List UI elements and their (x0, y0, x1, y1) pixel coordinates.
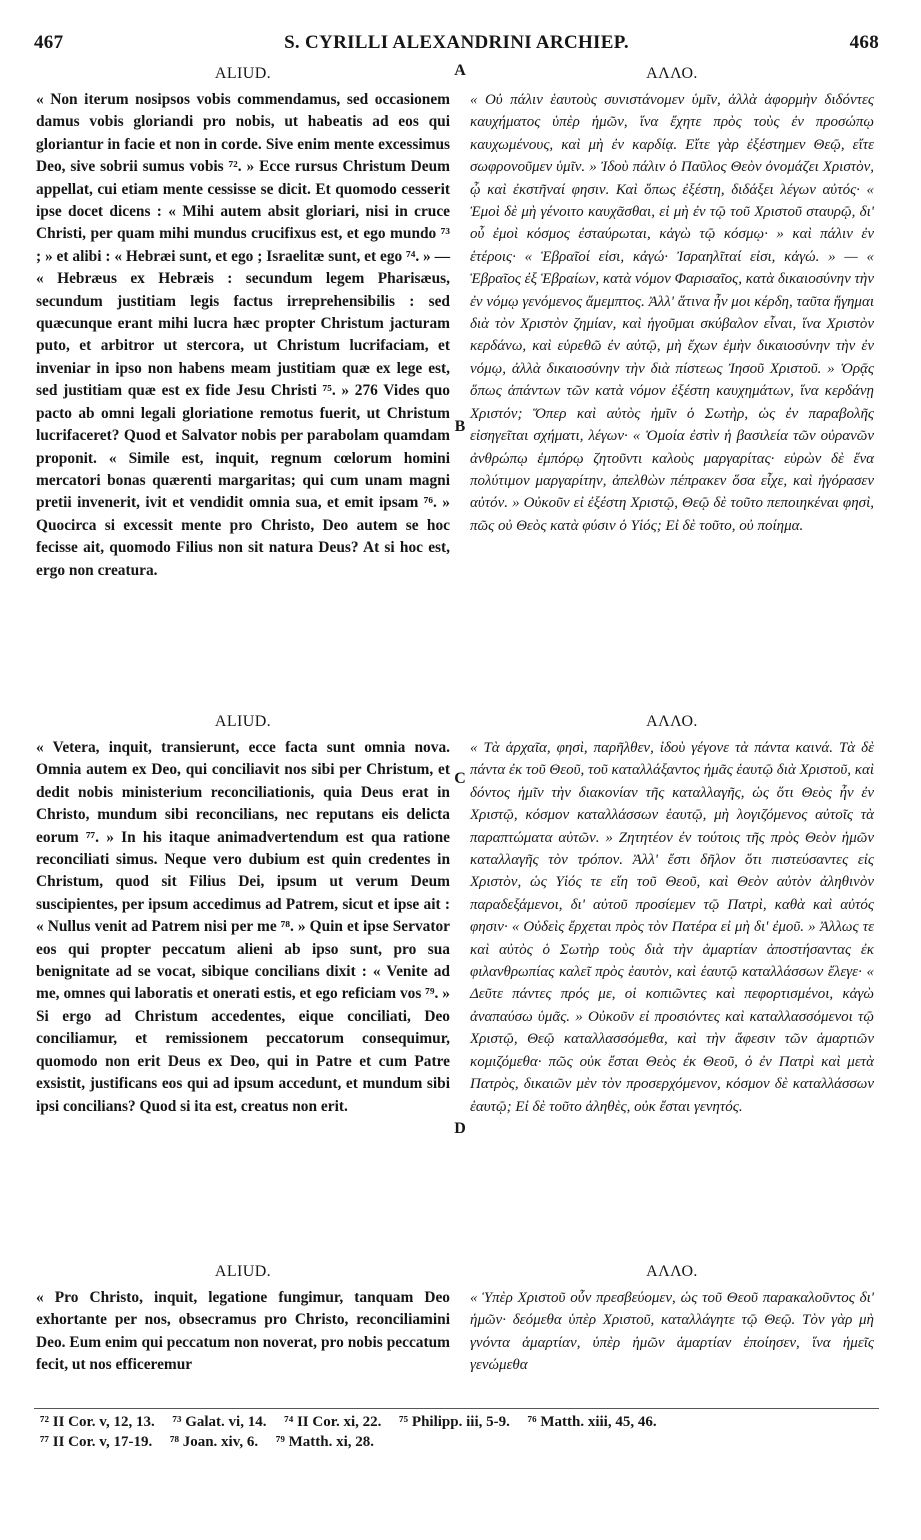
running-head (34, 32, 879, 58)
footnote-77: ⁷⁷ II Cor. v, 17-19. (40, 1434, 153, 1450)
greek-heading-1: ΑΛΛΟ. (646, 65, 698, 82)
margin-letter-b: B (454, 418, 466, 435)
page-number-left: 467 (34, 32, 64, 53)
margin-letter-c: C (454, 770, 466, 787)
latin-section-2 (36, 710, 450, 1118)
greek-text-3: « Ὑπὲρ Χριστοῦ οὖν πρεσβεύομεν, ὡς τοῦ Θεοῦ παρακαλοῦντος δι' ἡμῶν· δεόμεθα ὑπὲρ Χριστοῦ, καταλλάγητε τῷ Θεῷ. Τὸν γὰρ μὴ γνόντα ἁμαρτίαν, ὑπὲρ ἡμῶν ἁμαρτίαν ἐποίησεν, ἵνα ἡμεῖς γενώμεθα (470, 1290, 874, 1374)
footnote-rule (34, 1408, 879, 1409)
footnote-74: ⁷⁴ II Cor. xi, 22. (284, 1414, 382, 1430)
greek-heading-2: ΑΛΛΟ. (646, 713, 698, 730)
latin-heading-3: ALIUD. (214, 1263, 272, 1280)
greek-section-3 (470, 1260, 874, 1377)
greek-text-2: « Τὰ ἀρχαῖα, φησὶ, παρῆλθεν, ἰδοὺ γέγονε τὰ πάντα καινά. Τὰ δὲ πάντα ἐκ τοῦ Θεοῦ, τοῦ καταλλάξαντος ἡμᾶς ἑαυτῷ διὰ Χριστοῦ, καὶ δόντος ἡμῖν τὴν διακονίαν τῆς καταλλαγῆς, ὡς ὅτι Θεὸς ἦν ἐν Χριστῷ, κόσμον καταλλάσσων ἑαυτῷ, μὴ λογιζόμενος αὐτοῖς τὰ παραπτώματα αὐτῶν. » Ζητητέον ἐν τούτοις τῆς πρὸς Θεὸν ἡμῶν καταλλαγῆς τὸν τρόπον. Ἀλλ' ἔστι δῆλον ὅτι πιστεύσαντες εἰς Χριστὸν, ὡς Υἱός τε εἴη τοῦ Θεοῦ, καὶ Θεὸν αὐτὸν ἀληθινὸν παραδεξάμενοι, δι' αὐτοῦ προσίεμεν τῷ Πατρὶ, καθὰ καὶ αὐτός φησιν· « Οὐδεὶς ἔρχεται πρὸς τὸν Πατέρα εἰ μὴ δι' ἐμοῦ. » Ἀλλως τε καὶ αὐτὸς ὁ Σωτὴρ τοὺς διὰ τὴν ἁμαρτίαν ἀποστήσαντας ἐκ φιλανθρωπίας καλεῖ πρὸς ἑαυτὸν, καὶ ἑαυτῷ καταλλάσσων ἔλεγε· « Δεῦτε πάντες πρός με, οἱ κοπιῶντες καὶ πεφορτισμένοι, κἀγὼ ἀναπαύσω ὑμᾶς. » Οὐκοῦν εἰ προσιόντες καὶ καταλλασσόμενοι τῷ Χριστῷ, Θεῷ καταλλασσόμεθα, καὶ τὴν ἄφεσιν τῶν ἁμαρτιῶν κομιζόμεθα· πῶς οὐκ ἔσται Θεὸς ἐκ Θεοῦ, ὁ ἐν Πατρὶ καὶ μετὰ Πατρὸς, δικαιῶν μὲν τὸν προσερχόμενον, κόσμον δὲ καταλλάσσων ἑαυτῷ; Εἰ δὲ τοῦτο ἀληθὲς, οὐκ ἔσται γενητός. (470, 740, 874, 1115)
latin-text-3: « Pro Christo, inquit, legatione fungimur, tanquam Deo exhortante per nos, obsecramus pro Christo, reconciliamini Deo. Eum enim qui peccatum non noverat, pro nobis peccatum fecit, ut nos efficeremur (36, 1289, 450, 1374)
greek-section-1 (470, 62, 874, 537)
latin-heading-2: ALIUD. (214, 713, 272, 730)
margin-letter-d: D (454, 1120, 466, 1137)
latin-text-1: « Non iterum nosipsos vobis commendamus, sed occasionem damus vobis gloriandi pro nobis, ut habeatis ad eos qui gloriantur in facie et non in corde. Sive enim mente excessimus Deo, sive sobrii sumus vobis ⁷². » Ecce rursus Christum Deum appellat, cui etiam mente cessisse se dicit. Et quomodo cesserit ipse docet dicens : « Mihi autem absit gloriari, nisi in cruce Christi, per quam mihi mundus crucifixus est, et ego mundo ⁷³ ; » et alibi : « Hebræi sunt, et ego ; Israelitæ sunt, et ego ⁷⁴. » — « Hebræus ex Hebræis : secundum legem Pharisæus, secundum justitiam legis factus irreprehensibilis : sed quæcunque erant mihi lucra hæc propter Christum jacturam puto, et arbitror ut stercora, ut Christum lucrifaciam, et inveniar in ipso non habens meam justitiam quæ ex lege est, sed justitiam quæ est ex fide Jesu Christi ⁷⁵. » 276 Vides quo pacto ab omni legali gloriatione remotus fuerit, ut Christum lucrifaceret? Quod et Salvator nobis per parabolam quamdam proponit. « Simile est, inquit, regnum cœlorum homini mercatori bonas quærenti margaritas; qui cum unam magni pretii invenerit, ivit et vendidit omnia sua, et emit ipsam ⁷⁶. » Quocirca si excessit mente pro Christo, Deo autem se hoc fecisse ait, quomodo Filius non sit natura Deus? At si hoc est, ergo non creatura. (36, 91, 450, 579)
page-number-right: 468 (849, 32, 879, 53)
footnote-75: ⁷⁵ Philipp. iii, 5-9. (399, 1414, 510, 1430)
latin-section-3 (36, 1260, 450, 1377)
greek-section-2 (470, 710, 874, 1118)
footnote-76: ⁷⁶ Matth. xiii, 45, 46. (527, 1414, 657, 1430)
latin-heading-1: ALIUD. (214, 65, 272, 82)
latin-section-1 (36, 62, 450, 582)
footnote-73: ⁷³ Galat. vi, 14. (172, 1414, 267, 1430)
margin-letter-a: A (454, 62, 466, 79)
greek-text-1: « Οὐ πάλιν ἑαυτοὺς συνιστάνομεν ὑμῖν, ἀλλὰ ἀφορμὴν διδόντες καυχήματος ὑπὲρ ἡμῶν, ἵνα ἔχητε πρὸς τοὺς ἐν προσώπῳ καυχωμένους, καὶ μὴ ἐν καρδίᾳ. Εἴτε γὰρ ἐξέστημεν Θεῷ, εἴτε σωφρονοῦμεν ὑμῖν. » Ἰδοὺ πάλιν ὁ Παῦλος Θεὸν ὀνομάζει Χριστὸν, ᾧ καὶ ἐκστῆναί φησιν. Καὶ ὅπως ἐξέστη, διδάξει λέγων αὐτός· « Ἐμοὶ δὲ μὴ γένοιτο καυχᾶσθαι, εἰ μὴ ἐν τῷ τοῦ Χριστοῦ σταυρῷ, δι' οὗ ἐμοὶ κόσμος ἐσταύρωται, κἀγὼ τῷ κόσμῳ· » καὶ πάλιν ἐν ἑτέροις· « Ἑβραῖοί εἰσι, κἀγώ· Ἰσραηλῖταί εἰσι, κἀγώ. » — « Ἑβραῖος ἐξ Ἑβραίων, κατὰ νόμον Φαρισαῖος, κατὰ δικαιοσύνην τὴν ἐν νόμῳ γενόμενος ἄμεμπτος. Ἀλλ' ἅτινα ἦν μοι κέρδη, ταῦτα ἥγημαι διὰ τὸν Χριστὸν ζημίαν, καὶ ἡγοῦμαι σκύβαλον εἶναι, ἵνα Χριστὸν κερδάνω, καὶ εὑρεθῶ ἐν αὐτῷ, μὴ ἔχων ἐμὴν δικαιοσύνην τὴν ἐν νόμῳ, ἀλλὰ δικαιοσύνην τὴν διὰ πίστεως Ἰησοῦ Χριστοῦ. » Ὁρᾷς ὅπως ἀπάντων τῶν κατὰ νόμον ἐξέστη καυχημάτων, ἵνα κερδάνῃ Χριστόν; Ὅπερ καὶ αὐτὸς ἡμῖν ὁ Σωτὴρ, ὡς ἐν παραβολῆς εἰσηγεῖται σχήματι, λέγων· « Ὁμοία ἐστὶν ἡ βασιλεία τῶν οὐρανῶν ἀνθρώπῳ ἐμπόρῳ ζητοῦντι καλοὺς μαργαρίτας· εὑρὼν δὲ ἕνα πολύτιμον μαργαρίτην, ἀπελθὼν πέπρακεν ὅσα εἶχε, καὶ ἠγόρασεν αὐτόν. » Οὐκοῦν εἰ ἐξέστη Χριστῷ, Θεῷ δὲ τοῦτο πεποιηκέναι φησὶ, πῶς οὐ Θεὸς κατὰ φύσιν ὁ Υἱός; Εἰ δὲ τοῦτο, οὐ ποίημα. (470, 92, 874, 534)
footnotes (40, 1412, 900, 1452)
footnote-79: ⁷⁹ Matth. xi, 28. (275, 1434, 375, 1450)
greek-heading-3: ΑΛΛΟ. (646, 1263, 698, 1280)
running-title: S. CYRILLI ALEXANDRINI ARCHIEP. (284, 32, 629, 53)
footnote-78: ⁷⁸ Joan. xiv, 6. (169, 1434, 259, 1450)
footnote-72: ⁷² II Cor. v, 12, 13. (40, 1414, 155, 1430)
latin-text-2: « Vetera, inquit, transierunt, ecce facta sunt omnia nova. Omnia autem ex Deo, qui conciliavit nos sibi per Christum, et dedit nobis ministerium reconciliationis, quia Deus erat in Christo, mundum sibi reconcilians, nec reputans eis delicta eorum ⁷⁷. » In his itaque animadvertendum est qua ratione reconciliati simus. Neque vero dubium est quin credentes in Christum, quod sit Filius Dei, ipsum ut verum Deum suscipientes, per ipsum accedimus ad Patrem, sicut et ipse ait : « Nullus venit ad Patrem nisi per me ⁷⁸. » Quin et ipse Servator eos qui propter peccatum alieni ab ipso sunt, pro sua benignitate ad se vocat, sibique concilians dixit : « Venite ad me, omnes qui laboratis et onerati estis, et ego reficiam vos ⁷⁹. » Si ergo ad Christum accedentes, eique conciliati, Deo conciliamur, et remissionem peccatorum consequimur, quomodo non erit Deus ex Deo, qui in Patre et cum Patre exsistit, justificans eos qui ad ipsum accedunt, et mundum sibi ipsi concilians? Quod si ita est, creatus non erit. (36, 739, 450, 1115)
